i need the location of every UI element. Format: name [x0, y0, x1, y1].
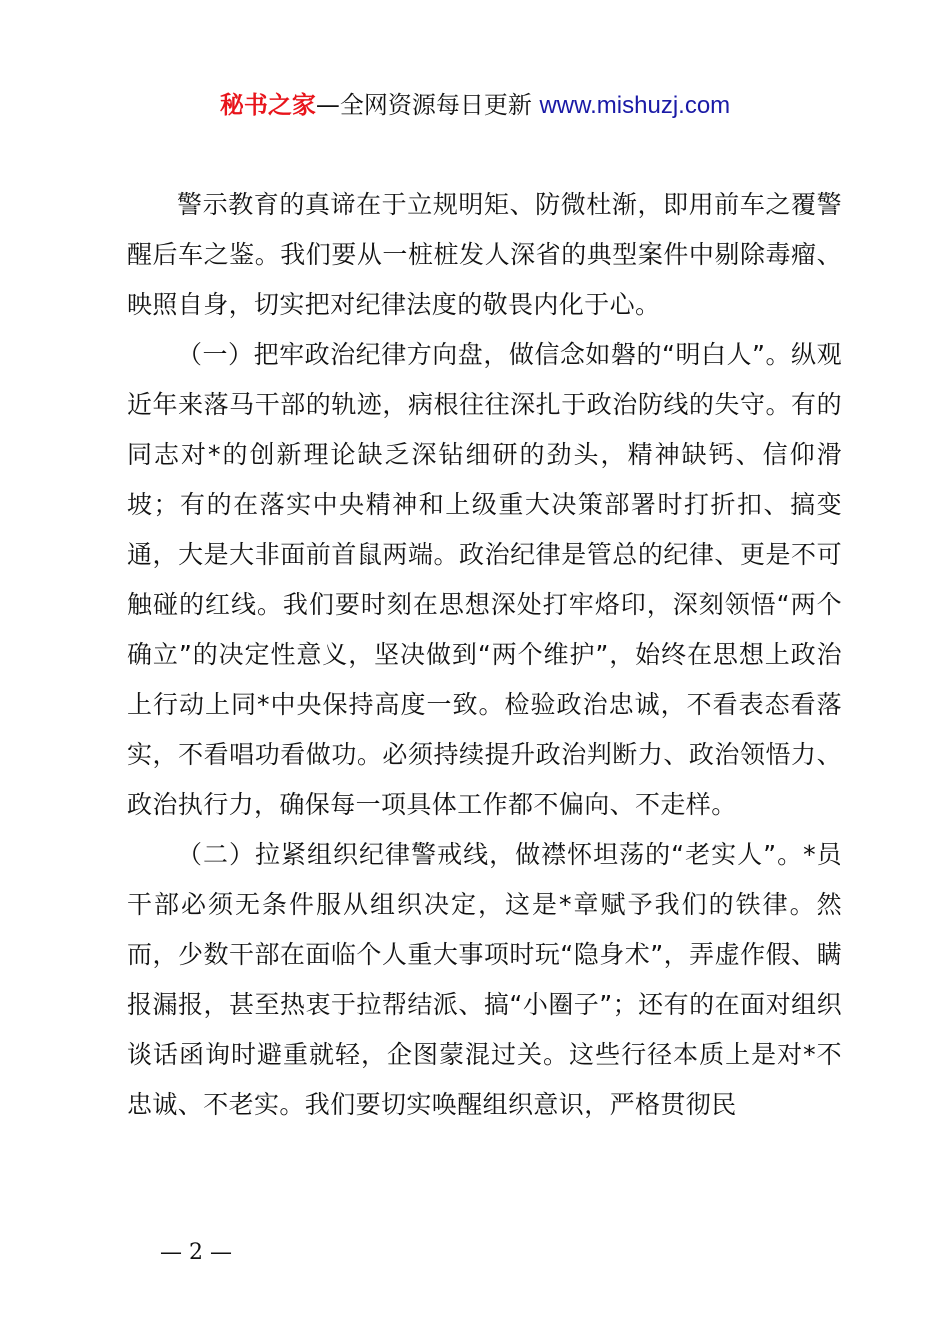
paragraph-political-discipline: （一）把牢政治纪律方向盘，做信念如磐的“明白人”。纵观近年来落马干部的轨迹，病根往往深扎于政治防线的失守。有的同志对*的创新理论缺乏深钻细研的劲头，精神缺钙、信仰滑坡；有的在落实中央精神和上级重大决策部署时打折扣、搞变通，大是大非面前首鼠两端。政治纪律是管总的纪律、更是不可触碰的红线。我们要时刻在思想深处打牢烙印，深刻领悟“两个确立”的决定性意义，坚决做到“两个维护”，始终在思想上政治上行动上同*中央保持高度一致。检验政治忠诚，不看表态看落实，不看唱功看做功。必须持续提升政治判断力、政治领悟力、政治执行力，确保每一项具体工作都不偏向、不走样。	[127, 340, 842, 819]
site-brand: 秘书之家	[219, 91, 316, 119]
paragraph-intro: 警示教育的真谛在于立规明矩、防微杜渐，即用前车之覆警醒后车之鉴。我们要从一桩桩发人深省的典型案件中剔除毒瘤、映照自身，切实把对纪律法度的敬畏内化于心。	[127, 190, 842, 319]
paragraph-organizational-discipline: （二）拉紧组织纪律警戒线，做襟怀坦荡的“老实人”。*员干部必须无条件服从组织决定，这是*章赋予我们的铁律。然而，少数干部在面临个人重大事项时玩“隐身术”，弄虚作假、瞒报漏报，甚至热衷于拉帮结派、搞“小圈子”；还有的在面对组织谈话函询时避重就轻，企图蒙混过关。这些行径本质上是对*不忠诚、不老实。我们要切实唤醒组织意识，严格贯彻民	[127, 840, 842, 1119]
site-header	[0, 88, 950, 123]
site-slogan: —全网资源每日更新	[315, 91, 540, 119]
site-url-link[interactable]: www.mishuzj.com	[539, 92, 731, 119]
document-body	[127, 180, 842, 1130]
page-number: — 2 —	[160, 1240, 232, 1265]
